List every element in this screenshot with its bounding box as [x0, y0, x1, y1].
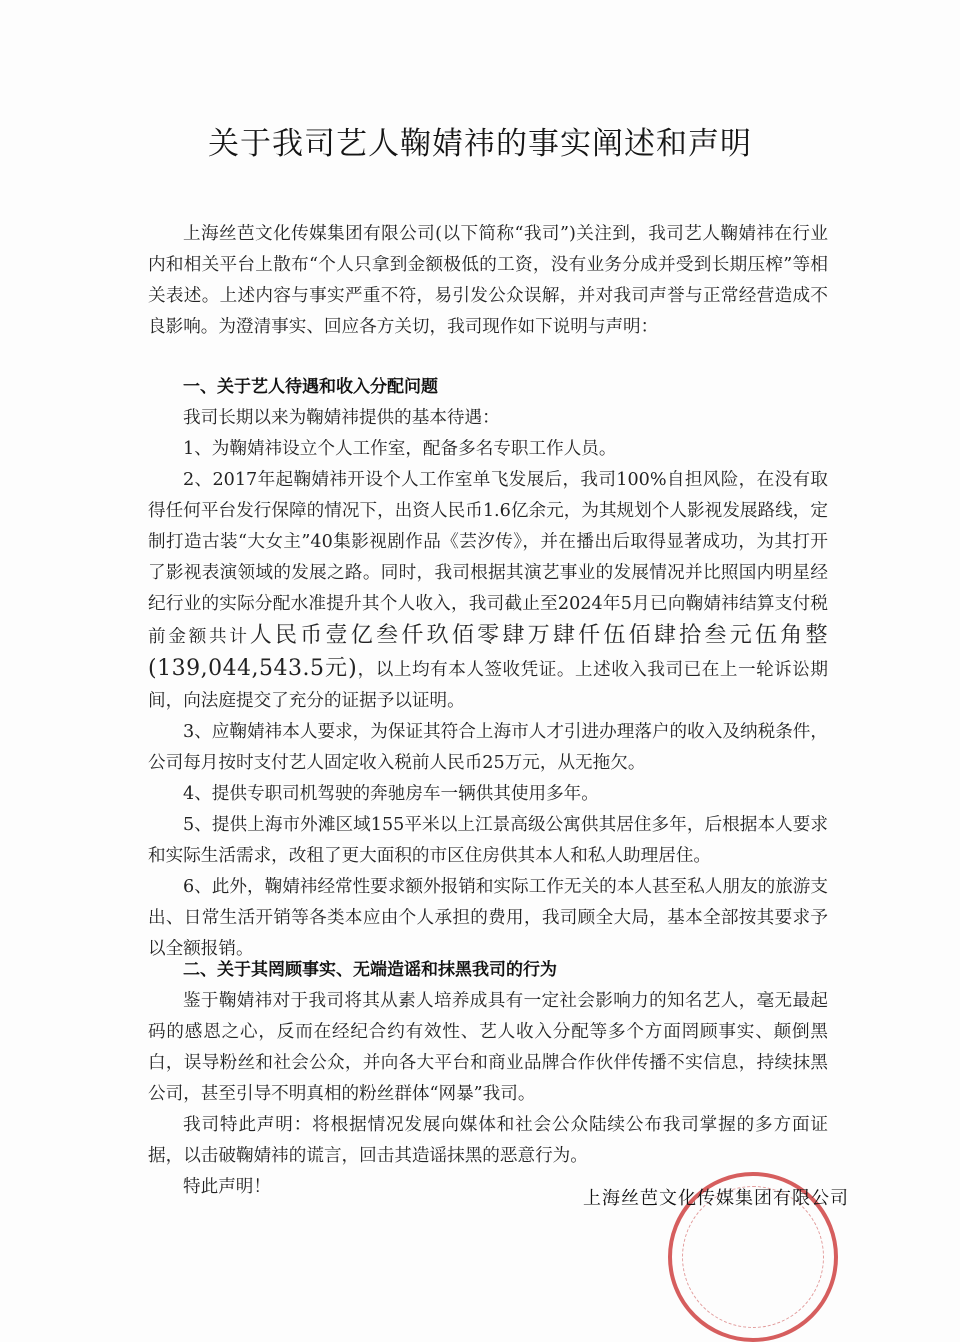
- section-1-item-6: 6、此外，鞠婧祎经常性要求额外报销和实际工作无关的本人甚至私人朋友的旅游支出、日常生活开销等各类本应由个人承担的费用，我司顾全大局，基本全部按其要求予以全额报销。: [148, 877, 828, 959]
- section-2-paragraph-1: 鉴于鞠婧祎对于我司将其从素人培养成具有一定社会影响力的知名艺人，毫无最起码的感恩之心，反而在经纪合约有效性、艺人收入分配等多个方面罔顾事实、颠倒黑白，误导粉丝和社会公众，并向各大平台和商业品牌合作伙伴传播不实信息，持续抹黑公司，甚至引导不明真相的粉丝群体“网暴”我司。: [148, 991, 828, 1104]
- section-1-item-5: 5、提供上海市外滩区域155平米以上江景高级公寓供其居住多年，后根据本人要求和实际生活需求，改租了更大面积的市区住房供其本人和私人助理居住。: [148, 815, 828, 866]
- section-1: [148, 372, 828, 965]
- section-1-lead: 我司长期以来为鞠婧祎提供的基本待遇：: [183, 408, 500, 428]
- intro-paragraph: 上海丝芭文化传媒集团有限公司(以下简称“我司”)关注到，我司艺人鞠婧祎在行业内和相关平台上散布“个人只拿到金额极低的工资，没有业务分成并受到长期压榨”等相关表述。上述内容与事实严重不符，易引发公众误解，并对我司声誉与正常经营造成不良影响。为澄清事实、回应各方关切，我司现作如下说明与声明：: [148, 224, 828, 337]
- item-2-text-a: 2、2017年起鞠婧祎开设个人工作室单飞发展后，我司100%自担风险，在没有取得任何平台发行保障的情况下，出资人民币1.6亿余元，为其规划个人影视发展路线，定制打造古装“大女主”40集影视剧作品《芸汐传》，并在播出后取得显著成功，为其打开了影视表演领域的发展之路。同时，我司根据其演艺事业的发展情况并比照国内明星经纪行业的实际分配水准提升其个人收入，我司截止至2024年5月已向鞠婧祎结算支付税前金额共计: [148, 470, 828, 647]
- item-2-text-b: ，以上均有本人签收凭证。上述收入我司已在上一轮诉讼期间，向法庭提交了充分的证据予以证明。: [148, 660, 828, 711]
- intro-section: [148, 219, 828, 343]
- section-1-item-2: [148, 465, 828, 717]
- section-1-item-1: 1、为鞠婧祎设立个人工作室，配备多名专职工作人员。: [183, 439, 617, 459]
- section-1-item-4: 4、提供专职司机驾驶的奔驰房车一辆供其使用多年。: [183, 784, 599, 804]
- company-signature: 上海丝芭文化传媒集团有限公司: [583, 1188, 849, 1209]
- section-2: [148, 955, 828, 1203]
- document-title: 关于我司艺人鞠婧祎的事实阐述和声明: [208, 126, 752, 162]
- section-2-paragraph-2: 我司特此声明：将根据情况发展向媒体和社会公众陆续公布我司掌握的多方面证据，以击破鞠婧祎的谎言，回击其造谣抹黑的恶意行为。: [148, 1115, 828, 1166]
- section-2-heading: 二、关于其罔顾事实、无端造谣和抹黑我司的行为: [183, 960, 557, 980]
- section-1-heading: 一、关于艺人待遇和收入分配问题: [183, 377, 438, 397]
- section-1-item-3: 3、应鞠婧祎本人要求，为保证其符合上海市人才引进办理落户的收入及纳税条件，公司每月按时支付艺人固定收入税前人民币25万元，从无拖欠。: [148, 722, 828, 773]
- closing-statement: 特此声明！: [183, 1177, 271, 1197]
- total-payment-amount: 人民币壹亿叁仟玖佰零肆万肆仟伍佰肆拾叁元伍角整(139,044,543.5元): [148, 623, 828, 681]
